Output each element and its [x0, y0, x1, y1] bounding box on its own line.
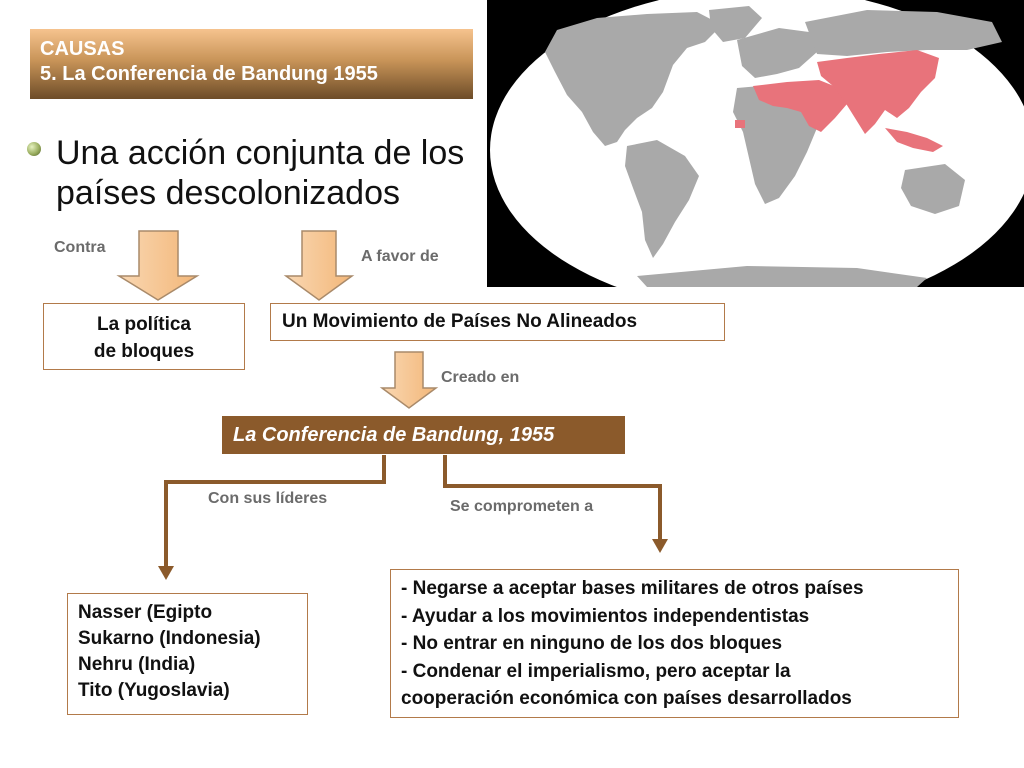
leader-item: Tito (Yugoslavia): [78, 680, 230, 701]
connector-lideres: [166, 455, 384, 568]
box-commitments: [390, 569, 959, 718]
box-conferencia-text: La Conferencia de Bandung, 1955: [233, 424, 555, 446]
header-category: CAUSAS: [40, 38, 125, 60]
commitment-item: - Condenar el imperialismo, pero aceptar la: [401, 660, 791, 682]
commitment-item: - No entrar en ninguno de los dos bloques: [401, 633, 783, 654]
box-movimiento-no-alineados: [270, 303, 725, 341]
box-politica-line2: de bloques: [93, 341, 195, 362]
box-leaders: [67, 593, 308, 715]
leader-item: Nasser (Egipto: [78, 602, 213, 623]
arrowhead-lideres: [158, 566, 174, 580]
commitment-item: cooperación económica con países desarrollados: [401, 688, 852, 709]
leader-item: Nehru (India): [78, 654, 196, 675]
label-a-favor: A favor de: [361, 248, 439, 265]
box-conferencia-bandung: [222, 416, 625, 454]
commitment-item: - Ayudar a los movimientos independentistas: [401, 605, 810, 627]
arrowhead-comprometen: [652, 539, 668, 553]
commitment-item: - Negarse a aceptar bases militares de otros países: [401, 578, 864, 599]
label-se-comprometen: Se comprometen a: [450, 498, 594, 515]
box-movimiento-text: Un Movimiento de Países No Alineados: [282, 311, 638, 332]
leader-item: Sukarno (Indonesia): [78, 628, 261, 649]
label-contra: Contra: [54, 239, 106, 256]
box-politica-bloques: [43, 303, 245, 370]
down-arrow-contra: [119, 231, 197, 300]
header-title: 5. La Conferencia de Bandung 1955: [40, 63, 378, 85]
box-politica-line1: La política: [97, 314, 191, 335]
down-arrow-a-favor: [286, 231, 352, 300]
label-creado-en: Creado en: [441, 369, 520, 386]
label-con-sus-lideres: Con sus líderes: [208, 490, 328, 507]
down-arrow-creado: [382, 352, 436, 408]
main-bullet-text: Una acción conjunta de los países descolonizados: [56, 134, 465, 212]
